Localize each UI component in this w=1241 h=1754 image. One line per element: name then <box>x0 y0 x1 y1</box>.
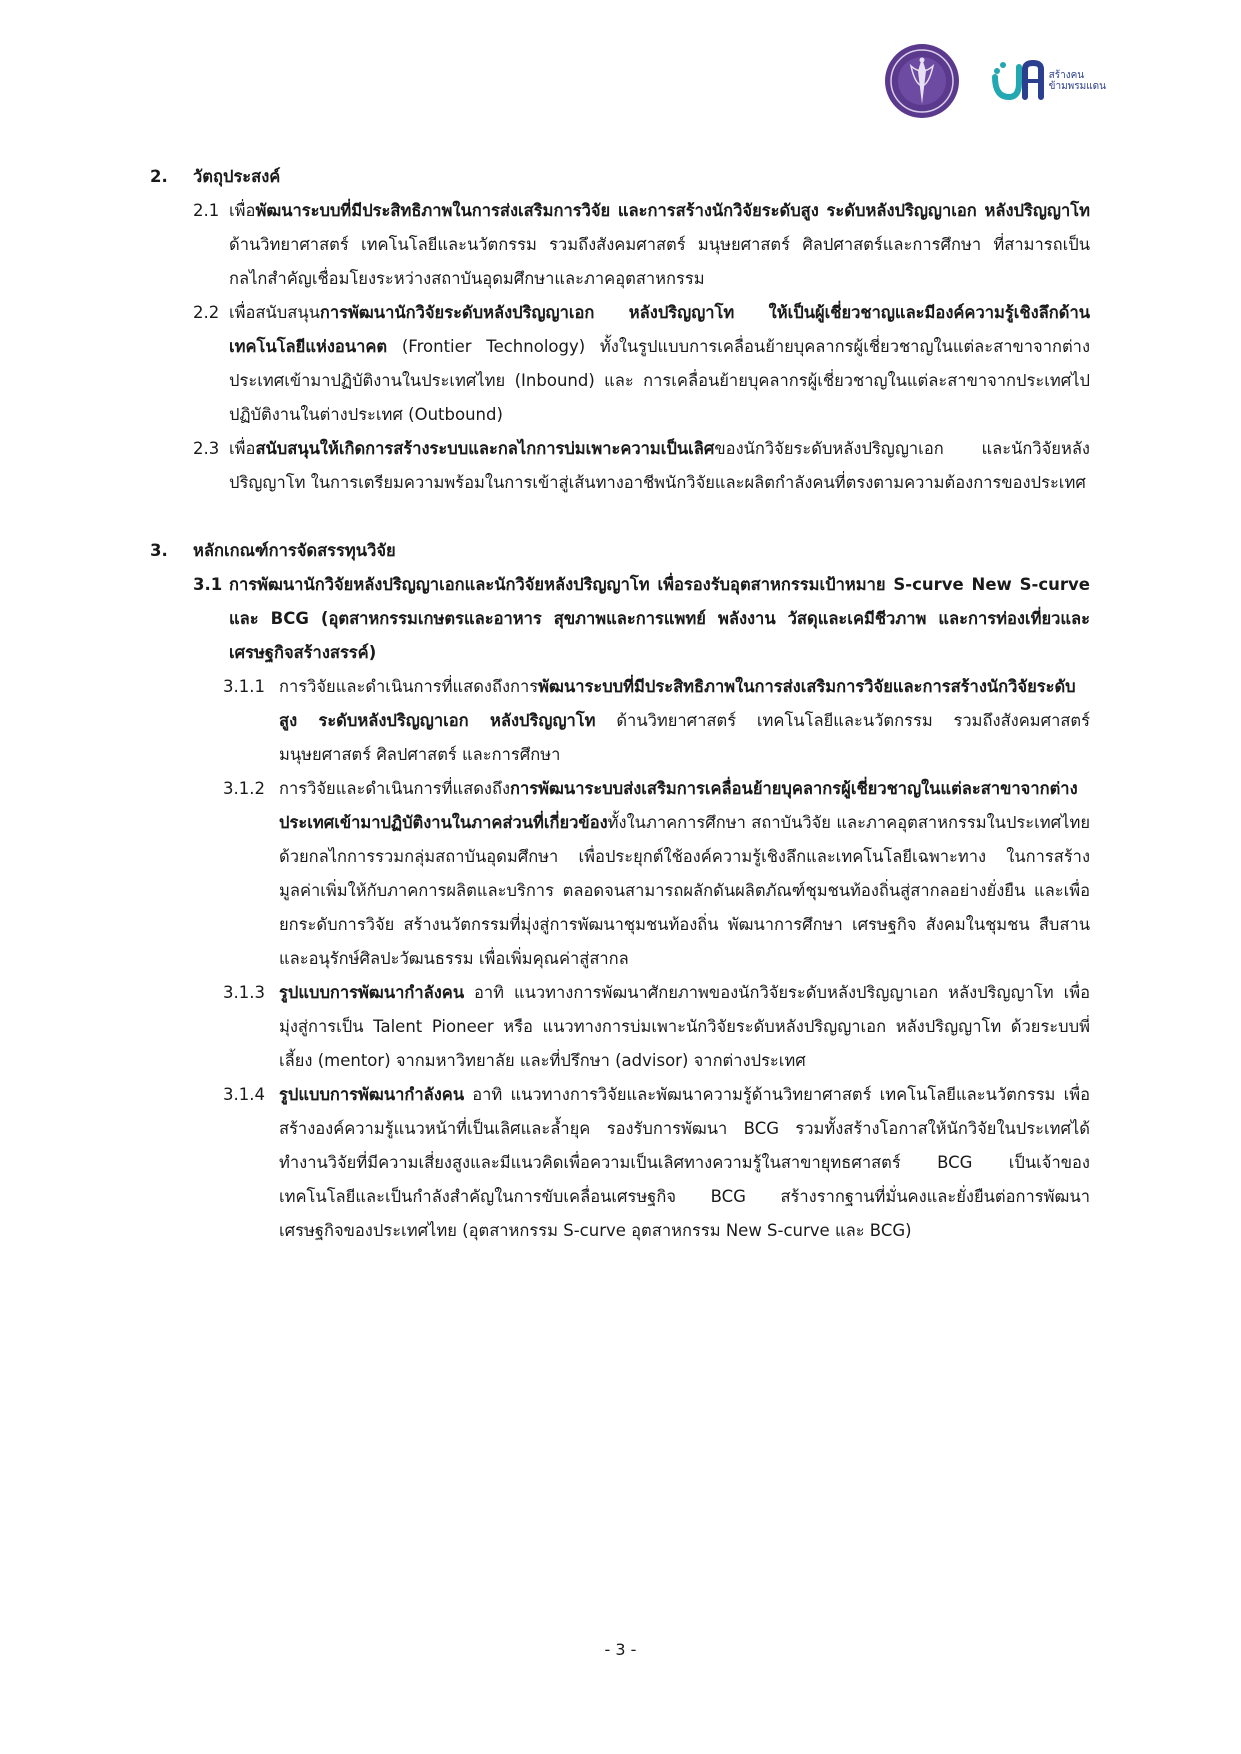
section-2-items <box>150 194 1090 500</box>
item-number: 3.1.3 <box>223 983 265 1002</box>
section-2-heading <box>150 160 1090 194</box>
item-number: 2.2 <box>193 303 220 322</box>
section-number: 3. <box>150 541 168 560</box>
item-text <box>229 194 1090 296</box>
emphasis-text: การพัฒนานักวิจัยระดับหลังปริญญาเอก หลังปริญญาโท ให้เป็นผู้เชี่ยวชาญและมีองค์ความรู้เชิงลึกด้านเทคโนโลยีแห่งอนาคต <box>229 303 1090 356</box>
emphasis-text: พัฒนาระบบที่มีประสิทธิภาพในการส่งเสริมการวิจัยและการสร้างนักวิจัยระดับสูง ระดับหลังปริญญาเอก หลังปริญญาโท <box>279 677 1076 730</box>
brand-logo <box>989 57 1106 105</box>
item-number: 2.1 <box>193 201 220 220</box>
emphasis-text: รูปแบบการพัฒนากำลังคน <box>279 983 465 1002</box>
item-number: 2.3 <box>193 439 220 458</box>
objective-item <box>193 432 1090 500</box>
body-text: การวิจัยและดำเนินการที่แสดงถึง <box>279 779 511 798</box>
emphasis-text: การพัฒนาระบบส่งเสริมการเคลื่อนย้ายบุคลากรผู้เชี่ยวชาญในแต่ละสาขาจากต่างประเทศเข้ามาปฏิบัติงานในภาคส่วนที่เกี่ยวข้อง <box>279 779 1078 832</box>
section-3-items <box>150 670 1090 1248</box>
university-seal-logo <box>883 36 961 126</box>
section-title: หลักเกณฑ์การจัดสรรทุนวิจัย <box>193 541 396 560</box>
spacer <box>150 500 1090 534</box>
objective-item <box>193 194 1090 296</box>
body-text: (Frontier Technology) ทั้งในรูปแบบการเคลื่อนย้ายบุคลากรผู้เชี่ยวชาญในแต่ละสาขาจากต่างประเทศเข้ามาปฏิบัติงานในประเทศไทย (Inbound) และ การเคลื่อนย้ายบุคลากรผู้เชี่ยวชาญในแต่ละสาขาจากประเทศไปปฏิบัติงานในต่างประเทศ (Outbound) <box>229 337 1090 424</box>
criterion-item <box>223 976 1090 1078</box>
criterion-item <box>223 772 1090 976</box>
section-title: วัตถุประสงค์ <box>193 167 281 186</box>
body-text: ด้านวิทยาศาสตร์ เทคโนโลยีและนวัตกรรม รวมถึงสังคมศาสตร์ มนุษยศาสตร์ ศิลปศาสตร์ และการศึกษา <box>279 711 1091 764</box>
section-number: 2. <box>150 167 168 186</box>
body-text: การวิจัยและดำเนินการที่แสดงถึงการ <box>279 677 539 696</box>
objective-item <box>193 296 1090 432</box>
page-number: - 3 - <box>604 1640 637 1659</box>
brand-mark-icon <box>989 57 1047 105</box>
body-text: ของนักวิจัยระดับหลังปริญญาเอก และนักวิจัยหลังปริญญาโท ในการเตรียมความพร้อมในการเข้าสู่เส้นทางอาชีพนักวิจัยและผลิตกำลังคนที่ตรงตามความต้องการของประเทศ <box>229 439 1090 492</box>
emphasis-text: สนับสนุนให้เกิดการสร้างระบบและกลไกการบ่มเพาะความเป็นเลิศ <box>255 439 715 458</box>
item-text <box>279 670 1090 772</box>
body-text: เพื่อ <box>229 439 256 458</box>
criterion-item <box>223 670 1090 772</box>
subsection-3-1 <box>193 568 1090 670</box>
item-text <box>279 1078 1090 1248</box>
brand-tagline <box>1049 70 1106 92</box>
body-text: อาทิ แนวทางการพัฒนาศักยภาพของนักวิจัยระดับหลังปริญญาเอก หลังปริญญาโท เพื่อมุ่งสู่การเป็น Talent Pioneer หรือ แนวทางการบ่มเพาะนักวิจัยระดับหลังปริญญาเอก หลังปริญญาโท ด้วยระบบพี่เลี้ยง (mentor) จากมหาวิทยาลัย และที่ปรึกษา (advisor) จากต่างประเทศ <box>279 983 1090 1070</box>
brand-tagline-line2: ข้ามพรมแดน <box>1048 81 1106 92</box>
body-text: ด้านวิทยาศาสตร์ เทคโนโลยีและนวัตกรรม รวมถึงสังคมศาสตร์ มนุษยศาสตร์ ศิลปศาสตร์และการศึกษา ที่สามารถเป็นกลไกสำคัญเชื่อมโยงระหว่างสถาบันอุดมศึกษาและภาคอุตสาหกรรม <box>229 235 1090 288</box>
item-number: 3.1.1 <box>223 677 265 696</box>
emphasis-text: พัฒนาระบบที่มีประสิทธิภาพในการส่งเสริมการวิจัย และการสร้างนักวิจัยระดับสูง ระดับหลังปริญญาเอก หลังปริญญาโท <box>255 201 1090 220</box>
criterion-item <box>223 1078 1090 1248</box>
body-text: ทั้งในภาคการศึกษา สถาบันวิจัย และภาคอุตสาหกรรมในประเทศไทย ด้วยกลไกการรวมกลุ่มสถาบันอุดมศึกษา เพื่อประยุกต์ใช้องค์ความรู้เชิงลึกและเทคโนโลยีเฉพาะทาง ในการสร้างมูลค่าเพิ่มให้กับภาคการผลิตและบริการ ตลอดจนสามารถผลักดันผลิตภัณฑ์ชุมชนท้องถิ่นสู่สากลอย่างยั่งยืน และเพื่อยกระดับการวิจัย สร้างนวัตกรรมที่มุ่งสู่การพัฒนาชุมชนท้องถิ่น พัฒนาการศึกษา เศรษฐกิจ สังคมในชุมชน สืบสานและอนุรักษ์ศิลปะวัฒนธรรม เพื่อเพิ่มคุณค่าสู่สากล <box>279 813 1090 968</box>
emphasis-text: รูปแบบการพัฒนากำลังคน <box>279 1085 465 1104</box>
body-text: เพื่อสนับสนุน <box>229 303 320 322</box>
item-text <box>279 976 1090 1078</box>
item-text <box>229 432 1090 500</box>
header-logos <box>883 36 1106 126</box>
item-number: 3.1.2 <box>223 779 265 798</box>
document-body <box>150 160 1090 1248</box>
brand-tagline-line1: สร้างคน <box>1048 70 1085 81</box>
item-text <box>229 296 1090 432</box>
item-text <box>279 772 1090 976</box>
body-text: เพื่อ <box>229 201 256 220</box>
section-3-heading <box>150 534 1090 568</box>
body-text: อาทิ แนวทางการวิจัยและพัฒนาความรู้ด้านวิทยาศาสตร์ เทคโนโลยีและนวัตกรรม เพื่อสร้างองค์ความรู้แนวหน้าที่เป็นเลิศและล้ำยุค รองรับการพัฒนา BCG รวมทั้งสร้างโอกาสให้นักวิจัยในประเทศได้ทำงานวิจัยที่มีความเสี่ยงสูงและมีแนวคิดเพื่อความเป็นเลิศทางความรู้ในสาขายุทธศาสตร์ BCG เป็นเจ้าของเทคโนโลยีและเป็นกำลังสำคัญในการขับเคลื่อนเศรษฐกิจ BCG สร้างรากฐานที่มั่นคงและยั่งยืนต่อการพัฒนาเศรษฐกิจของประเทศไทย (อุตสาหกรรม S-curve อุตสาหกรรม New S-curve และ BCG) <box>279 1085 1090 1240</box>
item-number: 3.1 <box>193 575 223 594</box>
item-number: 3.1.4 <box>223 1085 265 1104</box>
subsection-title: การพัฒนานักวิจัยหลังปริญญาเอกและนักวิจัยหลังปริญญาโท เพื่อรองรับอุตสาหกรรมเป้าหมาย S-curve New S-curve และ BCG (อุตสาหกรรมเกษตรและอาหาร สุขภาพและการแพทย์ พลังงาน วัสดุและเคมีชีวภาพ และการท่องเที่ยวและเศรษฐกิจสร้างสรรค์) <box>229 575 1090 662</box>
